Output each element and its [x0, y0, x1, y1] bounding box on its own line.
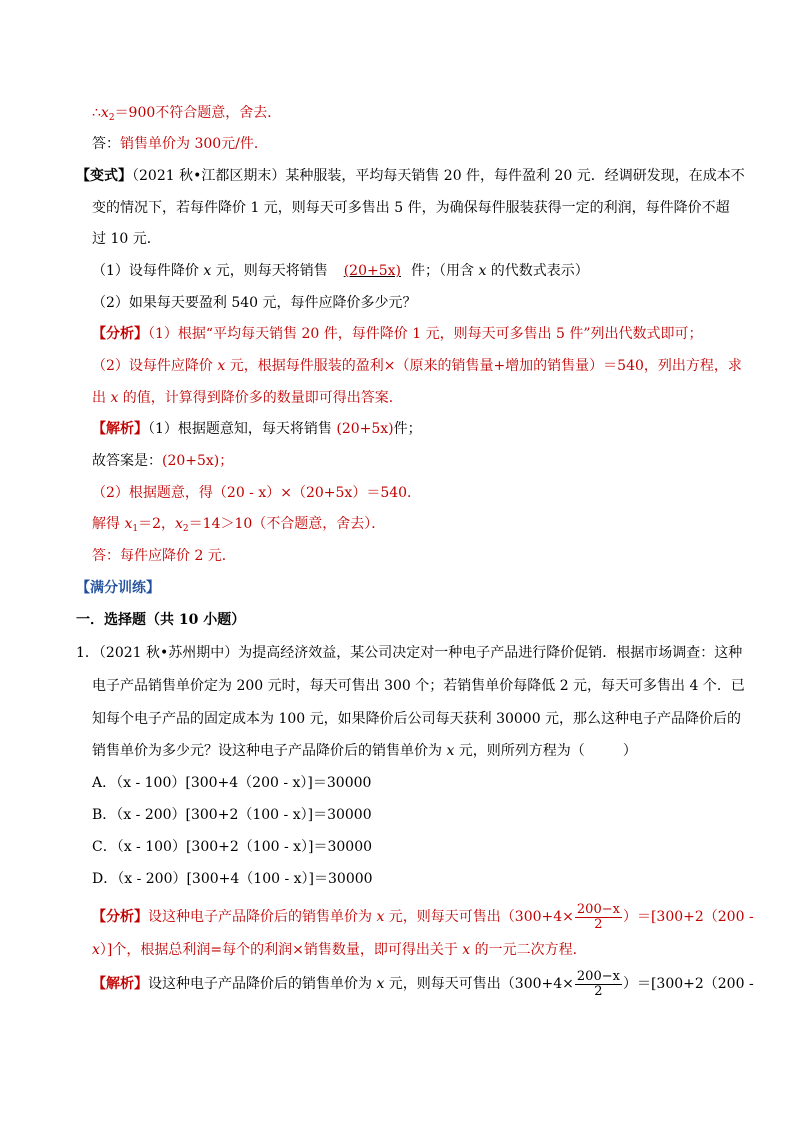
variant-solution-5: 答：每件应降价 2 元． — [92, 548, 236, 564]
q1-analysis-2: x）]个，根据总利润=每个的利润×销售数量，即可得出关于 x 的一元二次方程． — [92, 942, 587, 958]
q1-solution-1: 【解析】设这种电子产品降价后的销售单价为 x 元，则每天可售出（300+4× $\frac{200-x}{2}$ ）＝[300+2（200 - — [92, 968, 754, 999]
question-number: 1． — [76, 645, 99, 661]
solution-tag: 【解析】 — [92, 976, 148, 992]
variant-question-2: （2）如果每天要盈利 540 元，每件应降价多少元？ — [92, 295, 417, 311]
q1-line-4: 销售单价为多少元？设这种电子产品降价后的销售单价为 x 元，则所列方程为（ ） — [92, 743, 637, 759]
q1-line-2: 电子产品销售单价定为 200 元时，每天可售出 300 个；若销售单价每降低 2 元，每天可多售出 4 个．已 — [92, 678, 745, 694]
fraction: $\frac{200-x}{2}$ — [576, 968, 620, 999]
q1-option-d: D．（x - 200）[300+4（100 - x）]＝30000 — [92, 871, 373, 887]
solution-line: $\therefore x_2=900$不符合题意，舍去． — [92, 105, 282, 123]
section-title: 【满分训练】 — [76, 580, 160, 596]
variant-solution-3: （2）根据题意，得（20 - x）×（20+5x）＝540． — [92, 485, 422, 501]
q1-analysis-1: 【分析】设这种电子产品降价后的销售单价为 x 元，则每天可售出（300+4× $\frac{200-x}{2}$ ）＝[300+2（200 - — [92, 901, 754, 932]
q1-line-3: 知每个电子产品的固定成本为 100 元，如果降价后公司每天获利 30000 元，那么这种电子产品降价后的 — [92, 711, 742, 727]
variant-question-1: （1）设每件降价 x 元，则每天将销售 (20+5x) 件；（用含 x 的代数式表示） — [92, 263, 589, 279]
variant-tag: 【变式】 — [76, 168, 132, 184]
fraction: $\frac{200-x}{2}$ — [576, 901, 620, 932]
q1-option-a: A．（x - 100）[300+4（200 - x）]＝30000 — [92, 775, 372, 791]
variant-analysis-3: 出 x 的值，计算得到降价多的数量即可得出答案． — [92, 390, 403, 406]
answer-line: 答：销售单价为 300元/件． — [92, 136, 268, 152]
solution-tag: 【解析】 — [92, 421, 148, 437]
variant-line-2: 变的情况下，若每件降价 1 元，则每天可多售出 5 件，为确保每件服装获得一定的利润，每件降价不超 — [92, 200, 730, 216]
var-x: x — [100, 105, 109, 121]
variant-analysis-1: 【分析】（1）根据“平均每天销售 20 件，每件降价 1 元，则每天可多售出 5 件”列出代数式即可； — [92, 326, 703, 342]
analysis-tag: 【分析】 — [92, 909, 148, 925]
q1-option-b: B．（x - 200）[300+2（100 - x）]＝30000 — [92, 807, 372, 823]
variant-solution-2: 故答案是：(20+5x)； — [92, 453, 234, 469]
part-title: 一．选择题（共 10 小题） — [76, 612, 246, 628]
q1-option-c: C．（x - 100）[300+2（100 - x）]＝30000 — [92, 839, 373, 855]
answer-blank: (20+5x) — [343, 263, 401, 279]
variant-solution-1: 【解析】（1）根据题意知，每天将销售 (20+5x)件； — [92, 421, 422, 437]
therefore-symbol: ∴ — [92, 105, 101, 121]
q1-line-1: 1．（2021 秋•苏州期中）为提高经济效益，某公司决定对一种电子产品进行降价促销．根据市场调查：这种 — [76, 645, 743, 661]
variant-line-3: 过 10 元． — [92, 231, 161, 247]
variant-solution-4: 解得 $x_1=2$，$x_2=14>10$（不合题意，舍去）． — [92, 516, 386, 534]
analysis-tag: 【分析】 — [92, 326, 148, 342]
variant-analysis-2: （2）设每件应降价 x 元，根据每件服装的盈利×（原来的销售量+增加的销售量）＝540，列出方程，求 — [92, 358, 742, 374]
variant-line-1: 【变式】（2021 秋•江都区期末）某种服装，平均每天销售 20 件，每件盈利 20 元．经调研发现，在成本不 — [76, 168, 745, 184]
